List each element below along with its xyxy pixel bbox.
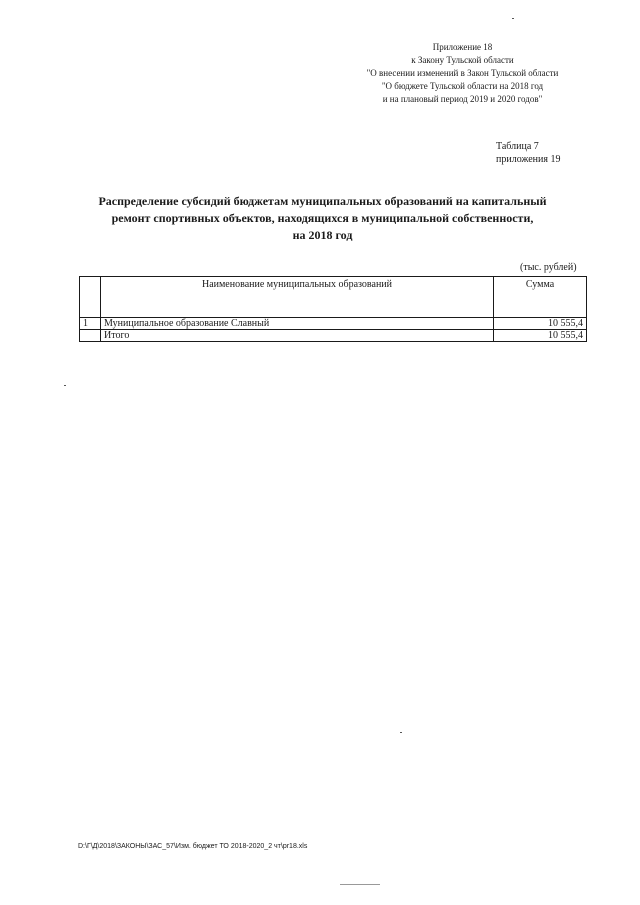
row-name: Муниципальное образование Славный <box>101 318 494 330</box>
scan-speck <box>512 18 514 19</box>
row-sum: 10 555,4 <box>494 318 587 330</box>
header-sum: Сумма <box>494 277 587 318</box>
table-reference <box>496 140 560 166</box>
appendix-law-title-3: и на плановый период 2019 и 2020 годов" <box>382 94 543 104</box>
table-number: Таблица 7 <box>496 141 539 152</box>
title-line-3: на 2018 год <box>292 228 353 242</box>
title-line-1: Распределение субсидий бюджетам муниципальных образований на капитальный <box>98 194 547 208</box>
scan-speck <box>340 884 380 885</box>
total-num <box>80 330 101 342</box>
appendix-law-title-1: "О внесении изменений в Закон Тульской области <box>366 68 559 78</box>
scan-speck <box>64 385 66 386</box>
total-label: Итого <box>101 330 494 342</box>
title-line-2: ремонт спортивных объектов, находящихся в муниципальной собственности, <box>111 211 534 225</box>
header-name: Наименование муниципальных образований <box>101 277 494 318</box>
units-label: (тыс. рублей) <box>520 262 577 273</box>
document-title <box>70 193 575 244</box>
appendix-header <box>340 41 585 106</box>
table-total-row <box>80 330 587 342</box>
table-row <box>80 318 587 330</box>
file-path-footer: D:\Г\Д\2018\ЗАКОНЫ\ЗАС_57\Изм. бюджет ТО 2018-2020_2 чт\pr18.xls <box>78 843 308 850</box>
scan-speck <box>400 732 402 733</box>
subsidy-table <box>79 276 587 342</box>
appendix-law-title-2: "О бюджете Тульской области на 2018 год <box>381 81 544 91</box>
appendix-number: Приложение 18 <box>432 42 493 52</box>
appendix-law-ref: к Закону Тульской области <box>411 55 514 65</box>
table-header-row <box>80 277 587 318</box>
header-num <box>80 277 101 318</box>
total-sum: 10 555,4 <box>494 330 587 342</box>
table-appendix: приложения 19 <box>496 154 561 165</box>
row-num: 1 <box>80 318 101 330</box>
